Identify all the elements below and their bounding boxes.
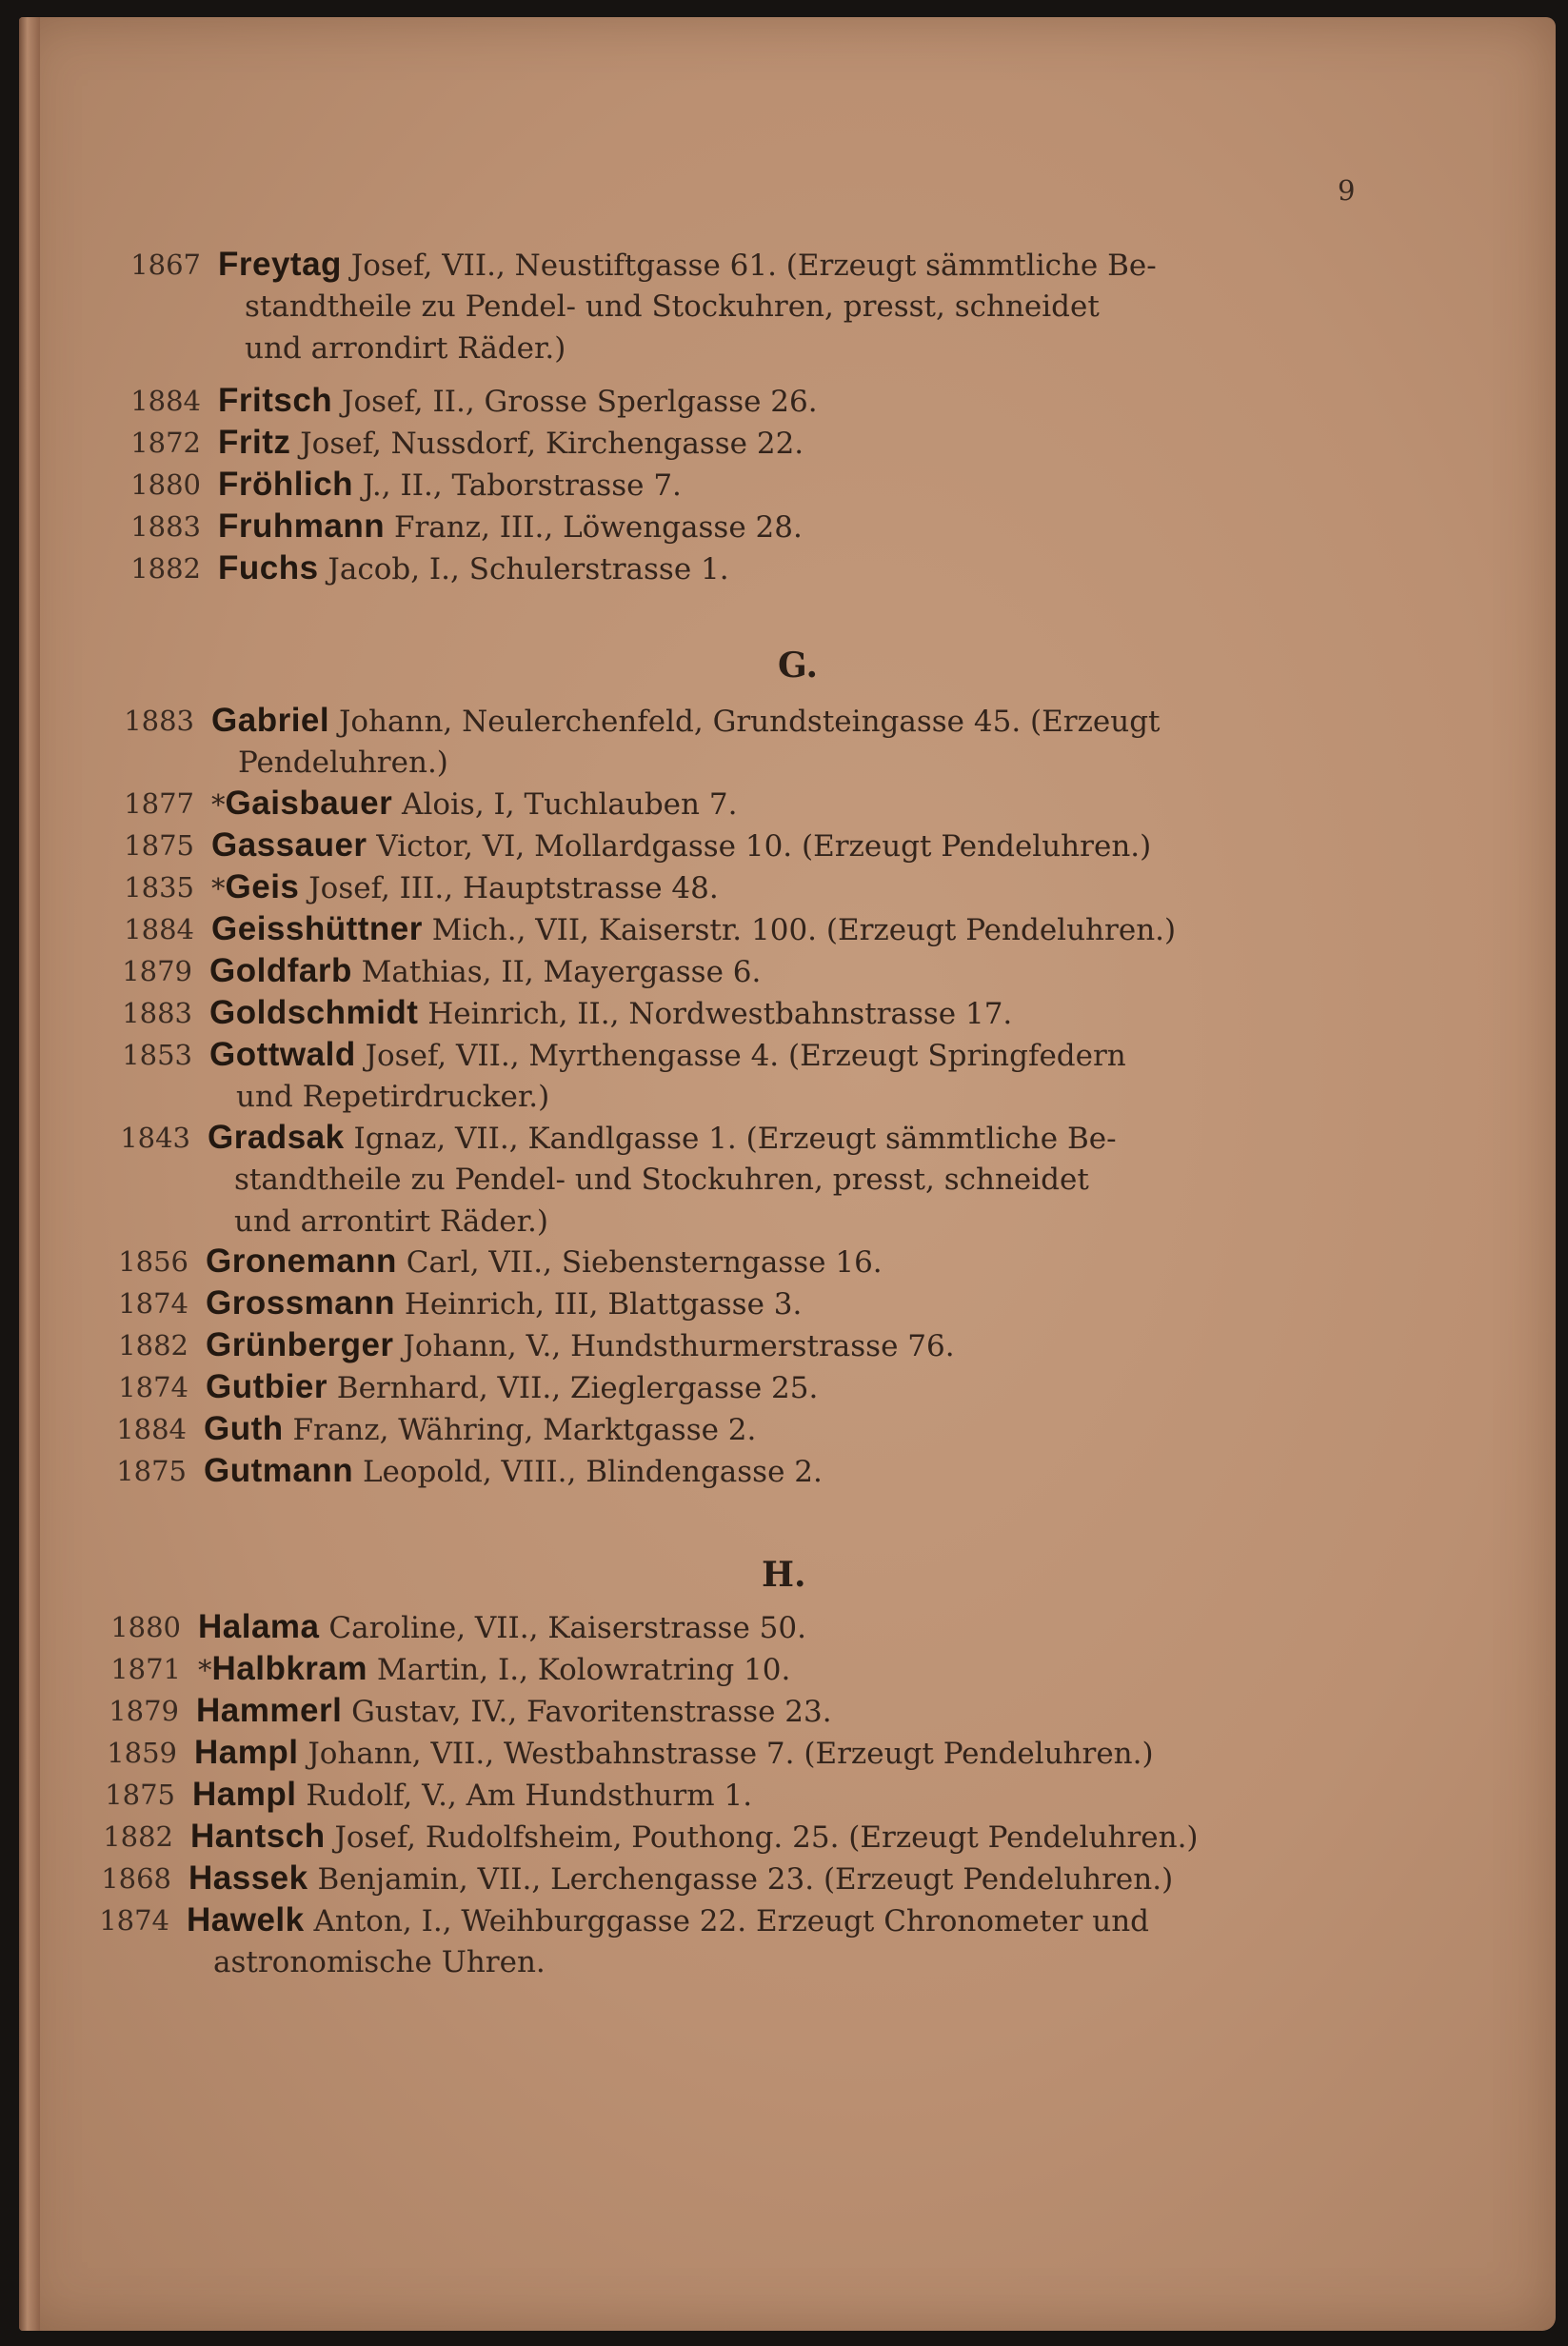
entry-text xyxy=(196,1690,832,1733)
entry-text xyxy=(209,992,1012,1035)
entry-first-line xyxy=(118,1324,1451,1366)
directory-entry xyxy=(110,1648,1443,1690)
entry-year: 1884 xyxy=(130,385,201,417)
directory-entry xyxy=(122,950,1455,992)
entry-year: 1872 xyxy=(130,427,201,459)
entry-details: Josef, III., Hauptstrasse 48. xyxy=(299,871,719,905)
entry-surname: Grünberger xyxy=(206,1326,394,1363)
entry-continuation-line: und arrontirt Räder.) xyxy=(234,1204,548,1239)
entry-first-line xyxy=(118,1282,1451,1324)
entry-surname: Hantsch xyxy=(190,1818,326,1855)
entry-details: Josef, VII., Neustiftgasse 61. (Erzeugt sämmtliche Be- xyxy=(341,249,1157,283)
entry-details: Josef, VII., Myrthengasse 4. (Erzeugt Springfedern xyxy=(355,1039,1126,1073)
entry-first-line xyxy=(116,1450,1449,1492)
entry-text xyxy=(211,700,1161,743)
entry-surname: Gottwald xyxy=(209,1036,356,1073)
entry-year: 1884 xyxy=(124,913,194,945)
entry-details: Ignaz, VII., Kandlgasse 1. (Erzeugt sämmtliche Be- xyxy=(344,1122,1117,1156)
directory-entry xyxy=(116,1450,1449,1492)
entry-year: 1835 xyxy=(124,871,194,904)
entry-surname: Gaisbauer xyxy=(225,785,393,822)
entry-year: 1867 xyxy=(130,249,201,281)
entry-year: 1874 xyxy=(118,1287,189,1320)
entry-text xyxy=(218,244,1157,287)
entry-surname: Goldschmidt xyxy=(209,994,419,1031)
entry-details: Josef, II., Grosse Sperlgasse 26. xyxy=(332,385,818,419)
directory-entry xyxy=(122,1034,1455,1118)
entry-surname: Fruhmann xyxy=(218,507,386,545)
entry-first-line xyxy=(122,950,1455,992)
entry-surname: Gronemann xyxy=(206,1243,397,1280)
entry-surname: Halbkram xyxy=(211,1650,368,1687)
entry-year: 1868 xyxy=(101,1862,171,1895)
entry-details: Heinrich, III, Blattgasse 3. xyxy=(395,1287,803,1322)
entry-first-line xyxy=(109,1690,1441,1732)
entry-text xyxy=(206,1324,955,1367)
entry-text xyxy=(187,1899,1149,1942)
entry-surname: Freytag xyxy=(218,246,342,283)
entry-year: 1875 xyxy=(116,1455,187,1487)
directory-entry xyxy=(130,244,1463,369)
entry-first-line xyxy=(99,1899,1432,1941)
entry-details: Franz, III., Löwengasse 28. xyxy=(385,510,803,545)
directory-entry xyxy=(120,1117,1453,1243)
entry-year: 1883 xyxy=(130,510,201,543)
entry-text xyxy=(211,825,1151,867)
entry-text xyxy=(211,908,1176,951)
entry-year: 1877 xyxy=(124,787,194,820)
entry-continuation-line: standtheile zu Pendel- und Stockuhren, presst, schneidet xyxy=(245,289,1100,324)
entry-year: 1856 xyxy=(118,1245,189,1278)
entry-details: Johann, V., Hundsthurmerstrasse 76. xyxy=(393,1329,955,1363)
entry-year: 1871 xyxy=(110,1653,181,1685)
entry-first-line xyxy=(130,380,1463,422)
directory-entry xyxy=(107,1732,1439,1774)
entry-first-line xyxy=(122,992,1455,1034)
entry-surname: Gabriel xyxy=(211,702,330,739)
entry-text xyxy=(204,1408,756,1451)
entry-surname: Gutbier xyxy=(206,1368,327,1405)
entry-details: Carl, VII., Siebensterngasse 16. xyxy=(396,1245,883,1280)
directory-entry xyxy=(122,992,1455,1034)
entry-text xyxy=(194,1732,1154,1775)
entry-surname: Fritsch xyxy=(218,382,333,419)
directory-entry xyxy=(118,1366,1451,1408)
directory-entry xyxy=(101,1858,1434,1899)
entry-surname: Gradsak xyxy=(208,1119,345,1156)
directory-entry xyxy=(124,908,1457,950)
entry-first-line xyxy=(120,1117,1453,1159)
entry-details: Franz, Währing, Marktgasse 2. xyxy=(283,1413,757,1447)
page-number: 9 xyxy=(1338,174,1356,207)
section-heading-letter: H. xyxy=(762,1555,806,1595)
directory-entry xyxy=(124,783,1457,825)
entry-surname: Gassauer xyxy=(211,826,367,864)
entry-surname: Gutmann xyxy=(204,1452,354,1489)
directory-entry xyxy=(124,700,1457,784)
entry-details: Martin, I., Kolowratring 10. xyxy=(367,1653,791,1687)
entry-first-line xyxy=(130,244,1463,286)
entry-first-line xyxy=(105,1774,1438,1816)
entry-year: 1875 xyxy=(124,829,194,862)
entry-year: 1884 xyxy=(116,1413,187,1445)
entry-details: Johann, Neulerchenfeld, Grundsteingasse 45. (Erzeugt xyxy=(329,705,1161,739)
entry-text xyxy=(204,1450,823,1493)
entry-surname: Fröhlich xyxy=(218,466,354,503)
directory-entry xyxy=(130,464,1463,506)
entry-year: 1843 xyxy=(120,1122,190,1154)
entry-surname: Goldfarb xyxy=(209,952,352,989)
entry-text xyxy=(206,1366,818,1409)
entry-first-line xyxy=(124,825,1457,866)
entry-text xyxy=(218,380,818,423)
entry-first-line xyxy=(107,1732,1439,1774)
entry-continuation-line: astronomische Uhren. xyxy=(213,1945,546,1979)
entry-first-line xyxy=(116,1408,1449,1450)
entry-year: 1883 xyxy=(124,705,194,737)
entry-text xyxy=(218,506,803,548)
entry-continuation-line: und Repetirdrucker.) xyxy=(236,1080,550,1114)
entry-text xyxy=(209,950,761,993)
entry-first-line xyxy=(124,783,1457,825)
entry-text xyxy=(218,422,804,465)
entry-continuation-line: standtheile zu Pendel- und Stockuhren, presst, schneidet xyxy=(234,1163,1089,1197)
entry-details: Heinrich, II., Nordwestbahnstrasse 17. xyxy=(418,997,1013,1031)
entry-continuation-line: Pendeluhren.) xyxy=(238,746,448,780)
entry-first-line xyxy=(124,700,1457,742)
entry-text xyxy=(218,464,682,507)
directory-entry xyxy=(124,866,1457,908)
directory-entry xyxy=(103,1816,1436,1858)
directory-entry xyxy=(124,825,1457,866)
entry-first-line xyxy=(101,1858,1434,1899)
entry-details: Johann, VII., Westbahnstrasse 7. (Erzeugt Pendeluhren.) xyxy=(298,1737,1154,1771)
entry-text xyxy=(211,866,719,909)
directory-entries xyxy=(19,17,1556,2331)
entry-details: Mich., VII, Kaiserstr. 100. (Erzeugt Pendeluhren.) xyxy=(422,913,1177,947)
entry-text xyxy=(209,1034,1126,1077)
directory-entry xyxy=(130,506,1463,547)
entry-year: 1879 xyxy=(109,1695,179,1727)
entry-year: 1874 xyxy=(118,1371,189,1403)
entry-year: 1882 xyxy=(103,1820,173,1853)
book-page xyxy=(19,17,1556,2331)
directory-entry xyxy=(130,380,1463,422)
entry-first-line xyxy=(110,1606,1443,1648)
entry-details: Jacob, I., Schulerstrasse 1. xyxy=(318,552,729,586)
entry-first-line xyxy=(118,1241,1451,1282)
entry-surname: Hampl xyxy=(192,1776,297,1813)
entry-year: 1879 xyxy=(122,955,192,987)
entry-surname: Hassek xyxy=(189,1859,308,1897)
entry-year: 1874 xyxy=(99,1904,169,1937)
entry-text xyxy=(190,1816,1199,1859)
entry-first-line xyxy=(103,1816,1436,1858)
entry-text xyxy=(211,783,737,825)
deceased-star-marker: * xyxy=(198,1654,212,1686)
entry-surname: Hawelk xyxy=(187,1901,305,1938)
entry-text xyxy=(208,1117,1117,1160)
entry-first-line xyxy=(130,422,1463,464)
directory-entry xyxy=(99,1899,1432,1983)
entry-details: Alois, I, Tuchlauben 7. xyxy=(392,787,738,822)
entry-year: 1853 xyxy=(122,1039,192,1071)
entry-details: Josef, Nussdorf, Kirchengasse 22. xyxy=(290,427,804,461)
deceased-star-marker: * xyxy=(211,788,226,821)
entry-first-line xyxy=(124,866,1457,908)
entry-surname: Halama xyxy=(198,1608,320,1645)
entry-details: Mathias, II, Mayergasse 6. xyxy=(351,955,762,989)
entry-text xyxy=(189,1858,1173,1900)
entry-text xyxy=(198,1606,806,1649)
entry-first-line xyxy=(110,1648,1443,1690)
entry-details: Josef, Rudolfsheim, Pouthong. 25. (Erzeugt Pendeluhren.) xyxy=(325,1820,1199,1855)
entry-first-line xyxy=(130,464,1463,506)
entry-first-line xyxy=(130,506,1463,547)
entry-text xyxy=(218,547,729,590)
entry-year: 1875 xyxy=(105,1779,175,1811)
entry-first-line xyxy=(130,547,1463,589)
entry-year: 1880 xyxy=(130,468,201,501)
directory-entry xyxy=(109,1690,1441,1732)
section-heading-letter: G. xyxy=(778,646,818,686)
entry-details: Benjamin, VII., Lerchengasse 23. (Erzeugt Pendeluhren.) xyxy=(308,1862,1174,1897)
entry-details: Anton, I., Weihburggasse 22. Erzeugt Chronometer und xyxy=(304,1904,1149,1938)
entry-surname: Grossmann xyxy=(206,1284,395,1322)
entry-text xyxy=(198,1648,790,1691)
entry-text xyxy=(206,1241,883,1283)
entry-year: 1883 xyxy=(122,997,192,1029)
entry-surname: Hammerl xyxy=(196,1692,343,1729)
entry-text xyxy=(192,1774,752,1817)
directory-entry xyxy=(130,547,1463,589)
entry-year: 1880 xyxy=(110,1611,181,1643)
directory-entry xyxy=(118,1324,1451,1366)
entry-details: Rudolf, V., Am Hundsthurm 1. xyxy=(296,1779,753,1813)
directory-entry xyxy=(110,1606,1443,1648)
entry-text xyxy=(206,1282,802,1325)
directory-entry xyxy=(116,1408,1449,1450)
entry-first-line xyxy=(122,1034,1455,1076)
directory-entry xyxy=(118,1282,1451,1324)
entry-details: Bernhard, VII., Zieglergasse 25. xyxy=(327,1371,819,1405)
entry-surname: Fuchs xyxy=(218,549,319,586)
entry-surname: Hampl xyxy=(194,1734,299,1771)
entry-surname: Fritz xyxy=(218,424,291,461)
entry-first-line xyxy=(124,908,1457,950)
entry-year: 1882 xyxy=(130,552,201,585)
directory-entry xyxy=(105,1774,1438,1816)
entry-details: Leopold, VIII., Blindengasse 2. xyxy=(353,1455,823,1489)
entry-surname: Geis xyxy=(225,868,300,905)
directory-entry xyxy=(130,422,1463,464)
deceased-star-marker: * xyxy=(211,872,226,905)
entry-surname: Geisshüttner xyxy=(211,910,423,947)
entry-surname: Guth xyxy=(204,1410,284,1447)
entry-year: 1882 xyxy=(118,1329,189,1362)
entry-details: J., II., Taborstrasse 7. xyxy=(353,468,682,503)
entry-details: Victor, VI, Mollardgasse 10. (Erzeugt Pendeluhren.) xyxy=(367,829,1152,864)
entry-first-line xyxy=(118,1366,1451,1408)
entry-continuation-line: und arrondirt Räder.) xyxy=(245,331,566,366)
directory-entry xyxy=(118,1241,1451,1282)
entry-year: 1859 xyxy=(107,1737,177,1769)
entry-details: Caroline, VII., Kaiserstrasse 50. xyxy=(319,1611,806,1645)
entry-details: Gustav, IV., Favoritenstrasse 23. xyxy=(342,1695,832,1729)
